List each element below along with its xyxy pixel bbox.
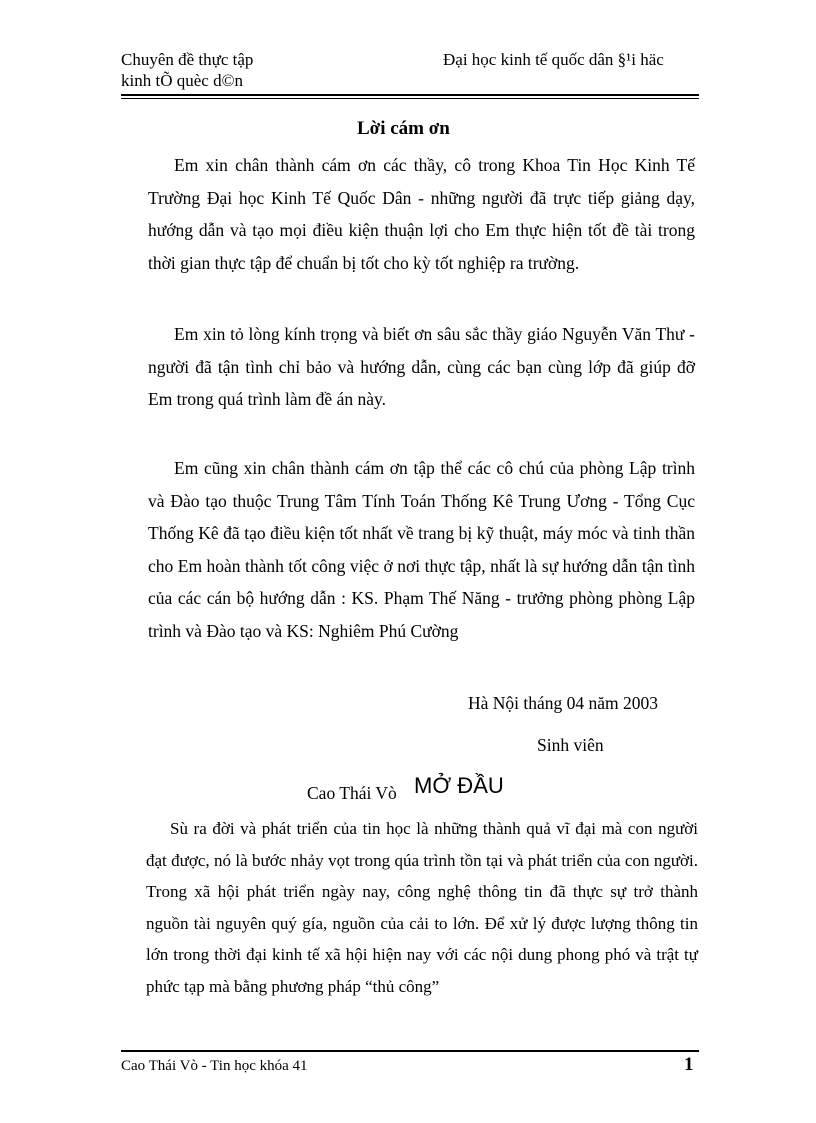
signature-role: Sinh viên	[537, 735, 604, 755]
signature-place-date: Hà Nội tháng 04 năm 2003	[468, 693, 659, 713]
header-rule-thin	[121, 98, 699, 99]
header-left-line1: Chuyên đề thực tập	[121, 50, 254, 69]
header-rule-thick	[121, 94, 699, 96]
acknowledgement-title: Lời cám ơn	[357, 118, 450, 139]
footer-rule	[121, 1050, 699, 1052]
acknowledgement-paragraph-2: Em xin tỏ lòng kính trọng và biết ơn sâu sắc thầy giáo Nguyễn Văn Thư - người đã tận tình chỉ bảo và hướng dẫn, cùng các bạn cùng lớp đã giúp đỡ Em trong quá trình làm đề án này.	[148, 324, 695, 409]
intro-heading: MỞ ĐẦU	[414, 773, 504, 798]
footer-author-course: Cao Thái Vò - Tin học khóa 41	[121, 1058, 308, 1074]
intro-paragraph: Sù ra đời và phát triển của tin học là những thành quả vĩ đại mà con người đạt được, nó là bước nhảy vọt trong qúa trình tồn tại và phát triển của con người. Trong xã hội phát triển ngày nay, công nghệ thông tin đã thực sự trở thành nguồn tài nguyên quý gía, nguồn của cải to lớn. Để xử lý được lượng thông tin lớn trong thời đại kinh tế xã hội hiện nay với các nội dung phong phó và trật tự phức tạp mà bằng phương pháp “thủ công”	[146, 819, 698, 996]
signature-name: Cao Thái Vò	[307, 783, 397, 803]
header-left-line2: kinh tÕ quèc d©n	[121, 71, 243, 90]
footer-page-number: 1	[684, 1054, 694, 1075]
header-right: Đại học kinh tế quốc dân §¹i häc	[443, 50, 664, 69]
acknowledgement-paragraph-3: Em cũng xin chân thành cám ơn tập thể các cô chú của phòng Lập trình và Đào tạo thuộc Trung Tâm Tính Toán Thống Kê Trung Ương - Tổng Cục Thống Kê đã tạo điều kiện tốt nhất về trang bị kỹ thuật, máy móc và tinh thần cho Em hoàn thành tốt công việc ở nơi thực tập, nhất là sự hướng dẫn tận tình của các cán bộ hướng dẫn : KS. Phạm Thế Năng - trưởng phòng phòng Lập trình và Đào tạo và KS: Nghiêm Phú Cường	[148, 458, 695, 641]
acknowledgement-paragraph-1: Em xin chân thành cám ơn các thầy, cô trong Khoa Tin Học Kinh Tế Trường Đại học Kinh Tế Quốc Dân - những người đã trực tiếp giảng dạy, hướng dẫn và tạo mọi điều kiện thuận lợi cho Em thực hiện tốt đề tài trong thời gian thực tập để chuẩn bị tốt cho kỳ tốt nghiệp ra trường.	[148, 155, 695, 273]
